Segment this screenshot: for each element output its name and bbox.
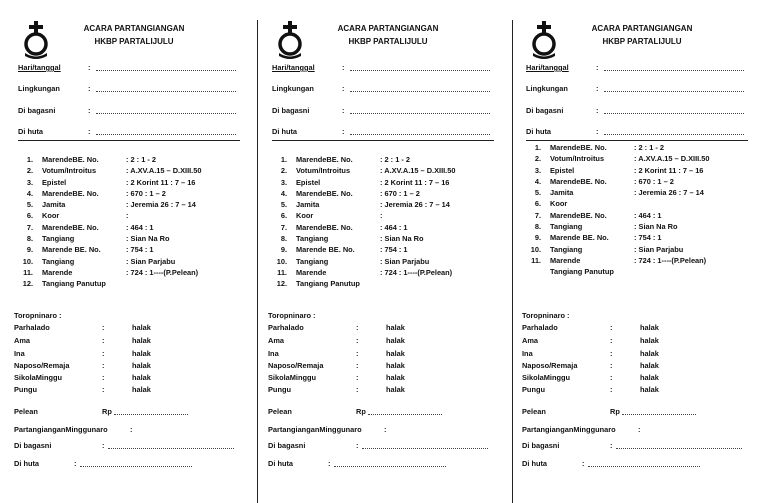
toropninaro-title: Toropninaro :: [268, 311, 316, 320]
list-item: 1. MarendeBE. No. : 2 : 1 - 2: [26, 155, 156, 164]
field-hari-tanggal: Hari/tanggal :: [272, 63, 494, 73]
hkbp-logo-icon: [20, 20, 52, 60]
field-di-huta: Di huta :: [272, 127, 494, 137]
colon: :: [88, 106, 91, 115]
header-title: ACARA PARTANGIANGAN: [591, 24, 693, 33]
list-item: 4. MarendeBE. No. : 670 : 1 – 2: [280, 188, 420, 198]
header-church: HKBP PARTALIJULU: [348, 37, 428, 46]
hkbp-logo-icon: [274, 20, 306, 60]
list-item: 8. Tangiang : Sian Na Ro: [534, 222, 678, 232]
pelean-row: Pelean Rp: [14, 407, 214, 416]
list-item: 8. Tangiang : Sian Na Ro: [26, 234, 170, 244]
field-di-bagasni: Di bagasni :: [272, 106, 494, 116]
list-item: 12. Tangiang Panutup: [276, 279, 360, 289]
attendance-row: Ama : halak: [14, 336, 151, 345]
attendance-row: SikolaMinggu : halak: [14, 373, 151, 382]
colon: :: [88, 84, 91, 93]
field-di-huta: Di huta :: [526, 127, 748, 137]
colon: :: [88, 63, 91, 72]
list-item: 6. Koor :: [26, 211, 129, 221]
bulletin-panel-1: [14, 0, 246, 503]
liturgy-list: [272, 155, 496, 291]
header-church: HKBP PARTALIJULU: [94, 37, 174, 46]
fill-line: [96, 91, 236, 92]
list-item: 10. Tangiang : Sian Parjabu: [530, 244, 684, 254]
colon: :: [88, 127, 91, 136]
list-item: 7. MarendeBE. No. : 464 : 1: [280, 222, 408, 232]
bottom-field-di-huta: Di huta :: [268, 459, 494, 469]
list-item: 1. MarendeBE. No. : 2 : 1 - 2: [534, 143, 664, 152]
toropninaro-title: Toropninaro :: [14, 311, 62, 320]
list-item: 9. Marende BE. No. : 754 : 1: [534, 233, 662, 243]
bottom-field-di-huta: Di huta :: [522, 459, 748, 469]
field-di-bagasni: [18, 106, 240, 116]
attendance-row: Naposo/Remaja : halak: [14, 361, 151, 370]
bottom-field-di-bagasni: Di bagasni :: [522, 441, 748, 451]
attendance-row: Ina : halak: [14, 349, 151, 358]
list-item: 4. MarendeBE. No. : 670 : 1 – 2: [26, 188, 166, 198]
pelean-row: Pelean Rp: [522, 407, 722, 416]
list-item: 2. Votum/Introitus : A.XV.A.15 – D.XIII.50: [26, 166, 202, 176]
list-item: 2. Votum/Introitus : A.XV.A.15 – D.XIII.50: [280, 166, 456, 176]
attendance-row: Pungu : halak: [14, 385, 151, 394]
list-item: 5. Jamita : Jeremia 26 : 7 – 14: [26, 200, 196, 210]
fill-line: [96, 113, 236, 114]
list-item: 5. Jamita : Jeremia 26 : 7 – 14: [534, 188, 704, 198]
list-item: 7. MarendeBE. No. : 464 : 1: [26, 222, 154, 232]
fill-line: [96, 134, 236, 135]
list-item: 1. MarendeBE. No. : 2 : 1 - 2: [280, 155, 410, 164]
hkbp-logo-icon: [528, 20, 560, 60]
field-lingkungan: Lingkungan :: [526, 84, 748, 94]
partangiangan-minggunaro: PartangianganMinggunaro :: [14, 425, 133, 434]
attendance-row: SikolaMinggu : halak: [268, 373, 405, 382]
list-item: Tangiang Panutup: [550, 267, 614, 277]
field-di-huta: [18, 127, 240, 137]
field-label: Lingkungan: [18, 84, 60, 93]
partangiangan-minggunaro: PartangianganMinggunaro :: [522, 425, 641, 434]
header-title: ACARA PARTANGIANGAN: [337, 24, 439, 33]
list-item: 10. Tangiang : Sian Parjabu: [276, 256, 430, 266]
attendance-row: Pungu : halak: [268, 385, 405, 394]
field-lingkungan: [18, 84, 240, 94]
attendance-row: Ina : halak: [268, 349, 405, 358]
list-item: 3. Epistel : 2 Korint 11 : 7 – 16: [280, 177, 450, 187]
field-hari-tanggal: Hari/tanggal :: [526, 63, 748, 73]
list-item: 11. Marende : 724 : 1----(P.Pelean): [277, 267, 453, 277]
partangiangan-minggunaro: PartangianganMinggunaro :: [268, 425, 387, 434]
list-item: 11. Marende : 724 : 1----(P.Pelean): [531, 255, 707, 265]
attendance-row: Parhalado : halak: [14, 323, 151, 332]
list-item: 9. Marende BE. No. : 754 : 1: [280, 245, 408, 255]
bulletin-panel-2: [268, 0, 500, 503]
field-lingkungan: Lingkungan :: [272, 84, 494, 94]
attendance-row: Naposo/Remaja : halak: [522, 361, 659, 370]
field-label: Hari/tanggal: [18, 63, 61, 72]
field-di-bagasni: Di bagasni :: [526, 106, 748, 116]
attendance-row: Pungu : halak: [522, 385, 659, 394]
attendance-row: SikolaMinggu : halak: [522, 373, 659, 382]
toropninaro-title: Toropninaro :: [522, 311, 570, 320]
field-hari-tanggal: [18, 63, 240, 73]
list-item: 6. Koor :: [280, 211, 383, 221]
pelean-row: Pelean Rp: [268, 407, 468, 416]
bottom-field-di-huta: Di huta :: [14, 459, 240, 469]
liturgy-list: [18, 155, 242, 291]
header-rule: [272, 140, 494, 141]
list-item: 6. Koor: [534, 199, 568, 209]
attendance-row: Ama : halak: [268, 336, 405, 345]
list-item: 3. Epistel : 2 Korint 11 : 7 – 16: [26, 177, 196, 187]
bottom-field-di-bagasni: Di bagasni :: [268, 441, 494, 451]
field-label: Di huta: [18, 127, 44, 136]
liturgy-list: [526, 143, 750, 279]
field-label: Di bagasni: [18, 106, 56, 115]
attendance-row: Parhalado : halak: [268, 323, 405, 332]
column-divider: [512, 20, 513, 503]
header-rule: [526, 140, 748, 141]
header-church: HKBP PARTALIJULU: [602, 37, 682, 46]
list-item: 11. Marende : 724 : 1----(P.Pelean): [23, 267, 199, 277]
list-item: 3. Epistel : 2 Korint 11 : 7 – 16: [534, 165, 704, 175]
attendance-row: Parhalado : halak: [522, 323, 659, 332]
list-item: 4. MarendeBE. No. : 670 : 1 – 2: [534, 176, 674, 186]
column-divider: [257, 20, 258, 503]
header-title: ACARA PARTANGIANGAN: [83, 24, 185, 33]
bottom-field-di-bagasni: Di bagasni :: [14, 441, 240, 451]
list-item: 9. Marende BE. No. : 754 : 1: [26, 245, 154, 255]
fill-line: [96, 70, 236, 71]
list-item: 8. Tangiang : Sian Na Ro: [280, 234, 424, 244]
attendance-row: Ina : halak: [522, 349, 659, 358]
bulletin-panel-3: [522, 0, 754, 503]
list-item: 12. Tangiang Panutup: [22, 279, 106, 289]
list-item: 7. MarendeBE. No. : 464 : 1: [534, 210, 662, 220]
list-item: 10. Tangiang : Sian Parjabu: [22, 256, 176, 266]
header-rule: [18, 140, 240, 141]
attendance-row: Naposo/Remaja : halak: [268, 361, 405, 370]
list-item: 2. Votum/Introitus : A.XV.A.15 – D.XIII.50: [534, 154, 710, 164]
list-item: 5. Jamita : Jeremia 26 : 7 – 14: [280, 200, 450, 210]
attendance-row: Ama : halak: [522, 336, 659, 345]
